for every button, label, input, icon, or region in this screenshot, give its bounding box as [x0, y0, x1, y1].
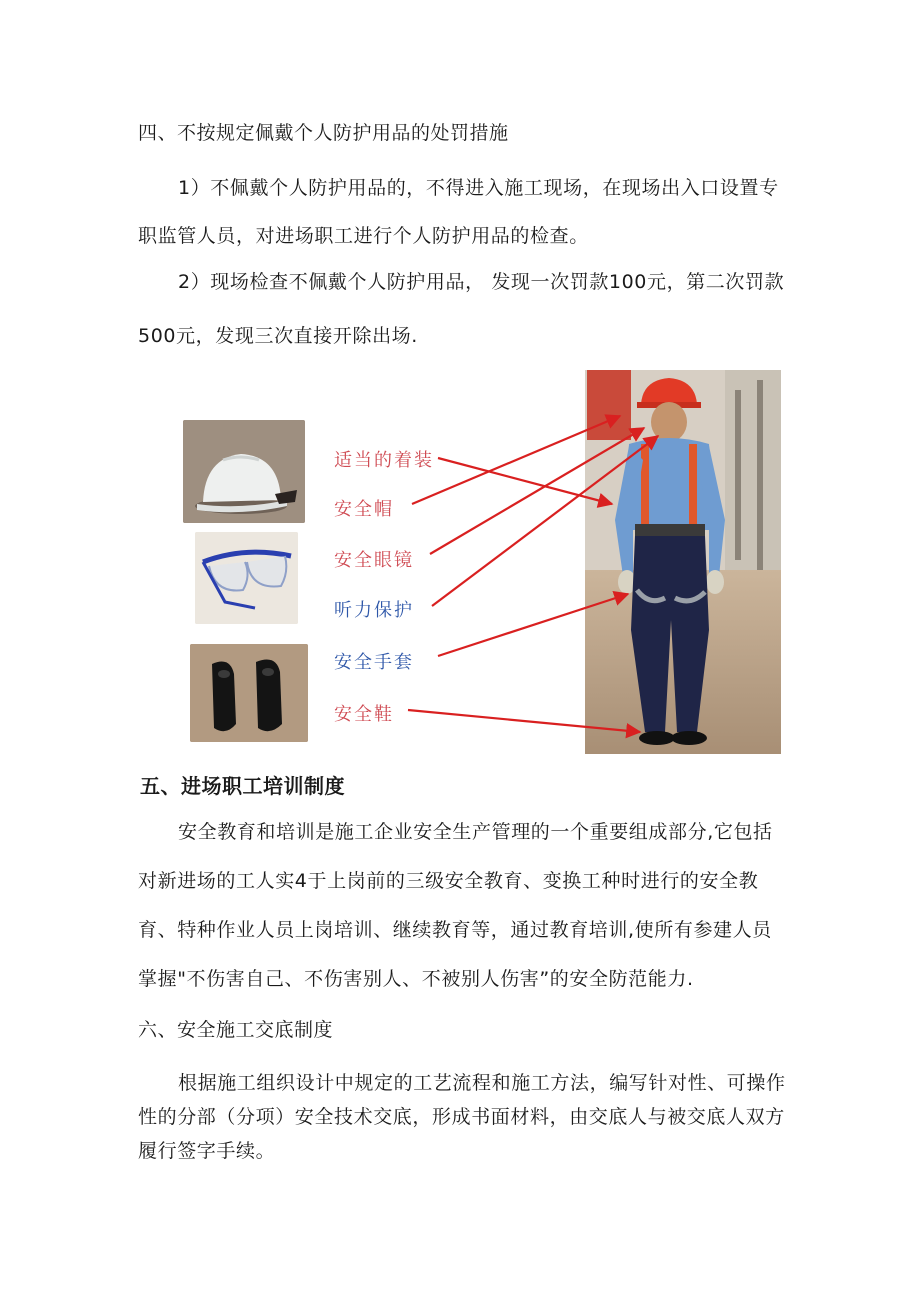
section4-item2: 2）现场检查不佩戴个人防护用品， 发现一次罚款100元，第二次罚款500元，发现三次直接开除出场. — [138, 271, 785, 347]
section5-title: 五、进场职工培训制度 — [140, 774, 345, 798]
label-helmet: 安全帽 — [334, 499, 394, 520]
ppe-figure — [180, 368, 785, 754]
worker-photo — [585, 370, 785, 754]
glasses-image — [195, 532, 298, 624]
section4-title: 四、不按规定佩戴个人防护用品的处罚措施 — [138, 122, 509, 144]
label-hearing: 听力保护 — [334, 600, 414, 621]
shoes-image — [190, 644, 308, 742]
label-gloves: 安全手套 — [334, 652, 414, 673]
section4-item1: 1）不佩戴个人防护用品的，不得进入施工现场，在现场出入口设置专职监管人员，对进场职工进行个人防护用品的检查。 — [138, 177, 779, 247]
label-clothing: 适当的着装 — [334, 450, 434, 471]
label-glasses: 安全眼镜 — [334, 550, 414, 571]
section6-body: 根据施工组织设计中规定的工艺流程和施工方法，编写针对性、可操作性的分部（分项）安全技术交底，形成书面材料，由交底人与被交底人双方履行签字手续。 — [138, 1072, 786, 1162]
section5-body: 安全教育和培训是施工企业安全生产管理的一个重要组成部分,它包括对新进场的工人实4于上岗前的三级安全教育、变换工种时进行的安全教育、特种作业人员上岗培训、继续教育等，通过教育培训,使所有参建人员掌握"不伤害自己、不伤害别人、不被别人伤害”的安全防范能力. — [138, 821, 773, 990]
section6-title: 六、安全施工交底制度 — [138, 1019, 334, 1041]
label-shoes: 安全鞋 — [334, 704, 394, 725]
helmet-image — [183, 420, 305, 523]
